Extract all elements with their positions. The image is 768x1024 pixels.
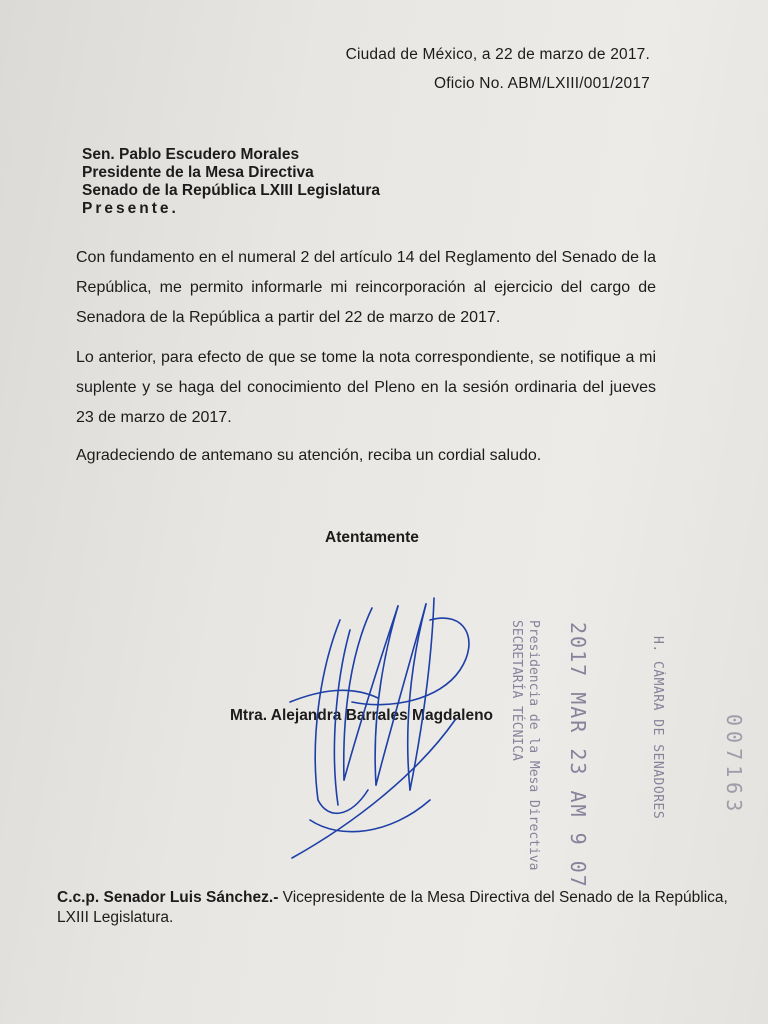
signer-name: Mtra. Alejandra Barrales Magdaleno (230, 707, 494, 724)
stamp-presidencia (508, 620, 542, 870)
ccp-rest: Vicepresidente de la Mesa Directiva del Senado de la República, LXIII Legislatura. (57, 889, 728, 926)
addressee-role: Presidente de la Mesa Directiva (82, 164, 314, 181)
carbon-copy-line (57, 888, 737, 928)
stamp-folio-number: 007163 (722, 714, 746, 817)
date-line: Ciudad de México, a 22 de marzo de 2017. (345, 46, 650, 63)
stamp-line-2: SECRETARÍA TÉCNICA (509, 620, 524, 761)
oficio-number: Oficio No. ABM/LXIII/001/2017 (433, 75, 650, 92)
addressee-presente: Presente. (82, 200, 179, 217)
stamp-line-1: Presidencia de la Mesa Directiva (526, 620, 541, 871)
addressee-institution: Senado de la República LXIII Legislatura (82, 182, 381, 199)
ccp-prefix: C.c.p. Senador Luis Sánchez.- (57, 889, 279, 906)
addressee-name: Sen. Pablo Escudero Morales (82, 146, 300, 163)
handwritten-signature (280, 590, 490, 865)
stamp-received-date: 2017 MAR 23 AM 9 07 (566, 622, 590, 889)
body-paragraph-2: Lo anterior, para efecto de que se tome la nota correspondiente, se notifique a mi suplente y se haga del conocimiento del Pleno en la sesión ordinaria del jueves 23 de marzo de 2017. (76, 349, 656, 426)
body-paragraph-1: Con fundamento en el numeral 2 del artículo 14 del Reglamento del Senado de la República, me permito informarle mi reincorporación al ejercicio del cargo de Senadora de la República a partir del 22 de marzo de 2017. (76, 249, 656, 326)
closing-atentamente: Atentamente (325, 529, 419, 546)
body-paragraph-3: Agradeciendo de antemano su atención, reciba un cordial saludo. (76, 447, 542, 464)
stamp-chamber: H. CÁMARA DE SENADORES (650, 636, 665, 820)
addressee-block (82, 146, 380, 218)
